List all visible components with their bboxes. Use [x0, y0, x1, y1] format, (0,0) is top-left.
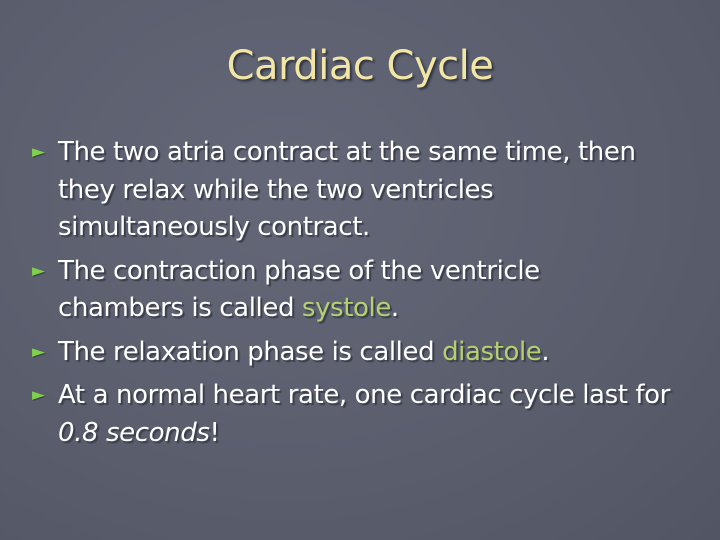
bullet-arrow-icon: ►	[32, 142, 45, 162]
bullet-text-end: .	[390, 293, 399, 323]
bullet-item-1	[32, 134, 672, 247]
slide-title: Cardiac Cycle	[226, 43, 494, 89]
bullet-text: At a normal heart rate, one cardiac cycle last for	[58, 380, 670, 410]
bullet-text-end: !	[209, 417, 220, 448]
bullet-item-3	[32, 334, 672, 372]
bullet-arrow-icon: ►	[32, 260, 45, 281]
term-systole: systole	[301, 293, 391, 323]
bullet-item-4	[32, 377, 672, 452]
bullet-arrow-icon: ►	[32, 385, 45, 405]
bullet-item-2	[32, 253, 672, 328]
bullet-text: The relaxation phase is called	[58, 336, 443, 367]
bullet-text: The two atria contract at the same time, then they relax while the two ventricles simultaneously contract.	[58, 137, 636, 242]
bullet-text: The contraction phase of the ventricle chambers is called	[58, 255, 540, 323]
duration-value: 0.8 seconds	[58, 417, 210, 448]
bullet-text-end: .	[541, 336, 550, 367]
term-diastole: diastole	[442, 336, 542, 367]
bullet-arrow-icon: ►	[32, 341, 45, 362]
bullet-list	[32, 134, 672, 458]
